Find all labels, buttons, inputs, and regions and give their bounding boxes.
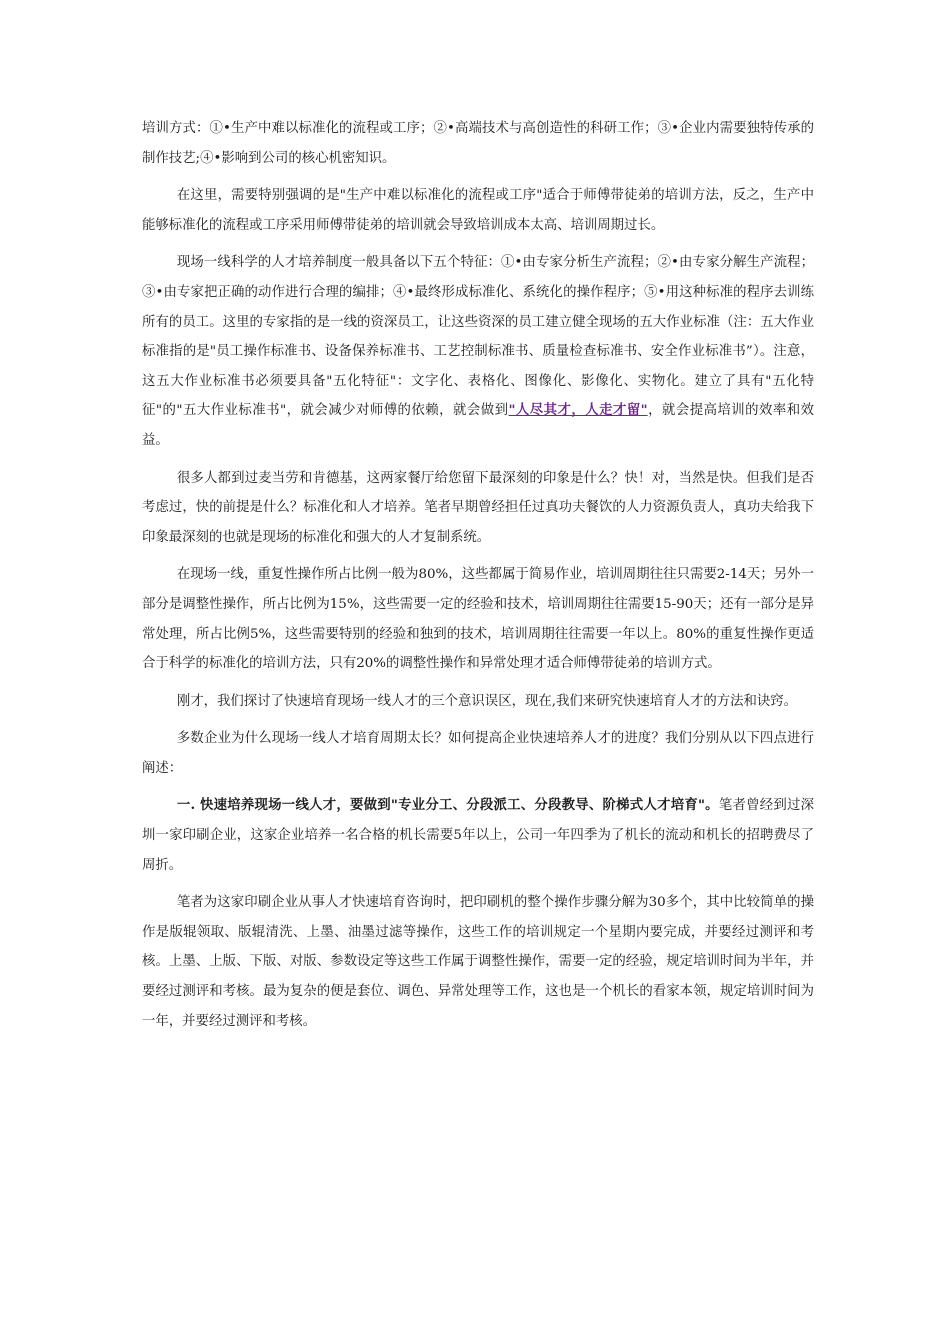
paragraph-operation-ratios [142, 560, 814, 678]
paragraph-text: 在现场一线，重复性操作所占比例一般为80%，这些都属于简易作业，培训周期往往只需要2-14天；另外一部分是调整性操作，所占比例为15%，这些需要一定的经验和技术，培训周期往往需要15-90天；还有一部分是异常处理，所占比例5%，这些需要特别的经验和独到的技术，培训周期往往需要一年以上。80%的重复性操作更适合于科学的标准化的培训方法，只有20%的调整性操作和异常处理才适合师傅带徒弟的培训方式。 [142, 567, 814, 672]
paragraph-text: 笔者曾经到过深圳一家印刷企业，这家企业培养一名合格的机长需要5年以上，公司一年四季为了机长的流动和机长的招聘费尽了周折。 [142, 798, 815, 873]
section-heading: 一. 快速培养现场一线人才，要做到"专业分工、分段派工、分段教导、阶梯式人才培育"。 [176, 797, 719, 814]
paragraph-text: ，就会提高培训的效率和效益。 [142, 403, 815, 448]
paragraph-transition [142, 687, 814, 717]
paragraph-text: 在这里，需要特别强调的是"生产中难以标准化的流程或工序"适合于师傅带徒弟的培训方法，反之，生产中能够标准化的流程或工序采用师傅带徒弟的培训就会导致培训成本太高、培训周期过长。 [142, 188, 814, 233]
document-page [142, 114, 814, 1044]
paragraph-text: 培训方式：①•生产中难以标准化的流程或工序；②•高端技术与高创造性的科研工作；③•企业内需要独特传承的制作技艺;④•影响到公司的核心机密知识。 [142, 121, 814, 166]
paragraph-training-methods [142, 114, 814, 173]
hyperlink-talent-slogan[interactable]: "人尽其才，人走才留" [508, 402, 648, 419]
paragraph-text: 多数企业为什么现场一线人才培育周期太长？如何提高企业快速培养人才的进度？我们分别从以下四点进行阐述： [142, 731, 814, 776]
paragraph-text: 刚才，我们探讨了快速培育现场一线人才的三个意识误区，现在,我们来研究快速培育人才的方法和诀窍。 [176, 693, 798, 709]
paragraph-text: 现场一线科学的人才培养制度一般具备以下五个特征：①•由专家分析生产流程；②•由专家分解生产流程；③•由专家把正确的动作进行合理的编排；④•最终形成标准化、系统化的操作程序；⑤•用这种标准的程序去训练所有的员工。这里的专家指的是一线的资深员工，让这些资深的员工建立健全现场的五大作业标准（注：五大作业标准指的是"员工操作标准书、设备保养标准书、工艺控制标准书、质量检查标准书、安全作业标准书”）。注意，这五大作业标准书必须要具备"五化特征"：文字化、表格化、图像化、影像化、实物化。建立了具有"五化特征"的"五大作业标准书"，就会减少对师傅的依赖，就会做到 [142, 255, 814, 419]
paragraph-emphasis [142, 181, 814, 240]
paragraph-printing-case [142, 888, 814, 1036]
paragraph-section-one [142, 791, 814, 880]
paragraph-text: 笔者为这家印刷企业从事人才快速培育咨询时，把印刷机的整个操作步骤分解为30多个，其中比较简单的操作是版辊领取、版辊清洗、上墨、油墨过滤等操作，这些工作的培训规定一个星期内要完成，并要经过测评和考核。上墨、上版、下版、对版、参数设定等这些工作属于调整性操作，需要一定的经验，规定培训时间为半年，并要经过测评和考核。最为复杂的便是套位、调色、异常处理等工作，这也是一个机长的看家本领，规定培训时间为一年，并要经过测评和考核。 [142, 895, 814, 1029]
paragraph-question [142, 724, 814, 783]
paragraph-mcdonalds-kfc [142, 464, 814, 553]
paragraph-five-features [142, 248, 814, 455]
paragraph-text: 很多人都到过麦当劳和肯德基，这两家餐厅给您留下最深刻的印象是什么？快！对，当然是快。但我们是否考虑过，快的前提是什么？标准化和人才培养。笔者早期曾经担任过真功夫餐饮的人力资源负责人，真功夫给我下印象最深刻的也就是现场的标准化和强大的人才复制系统。 [142, 470, 814, 545]
